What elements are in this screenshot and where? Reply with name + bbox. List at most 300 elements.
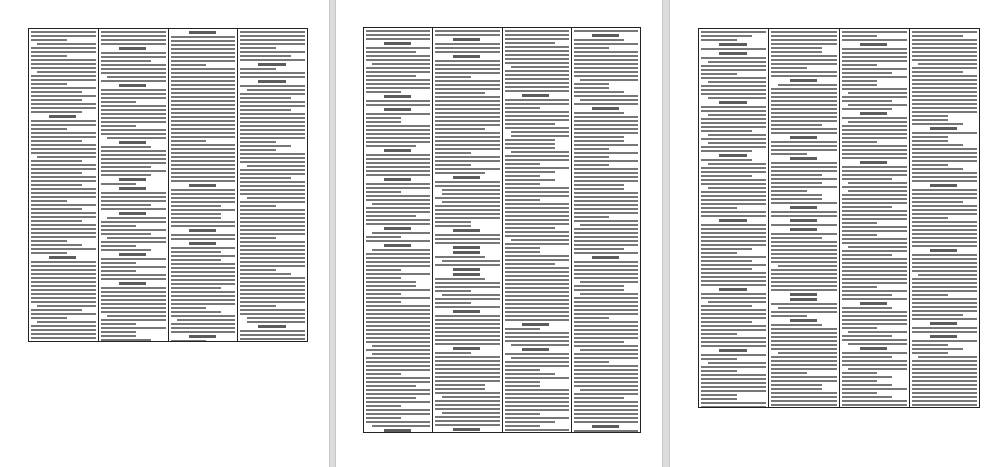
- text-line: [505, 328, 540, 330]
- text-line: [366, 281, 416, 283]
- text-line: [366, 297, 430, 299]
- text-line: [101, 60, 152, 62]
- text-line: [171, 96, 236, 98]
- text-line: [505, 393, 569, 395]
- text-line: [574, 220, 638, 222]
- text-line: [101, 105, 166, 107]
- text-line: [771, 39, 836, 41]
- text-line: [701, 297, 766, 299]
- text-line: [912, 180, 977, 182]
- text-line: [101, 327, 166, 329]
- text-line: [912, 306, 977, 308]
- text-line: [171, 315, 236, 317]
- text-line: [435, 343, 499, 345]
- text-line: [31, 83, 67, 85]
- text-line: [101, 331, 137, 333]
- text-line: [505, 38, 569, 40]
- text-line: [31, 35, 96, 37]
- text-line: [701, 252, 737, 254]
- text-line: [171, 176, 236, 178]
- text-column-2: [433, 28, 502, 432]
- text-line: [574, 103, 638, 105]
- text-line: [842, 52, 907, 54]
- text-line: [848, 121, 907, 123]
- text-line: [171, 100, 236, 102]
- text-line: [505, 409, 569, 411]
- text-line: [701, 69, 766, 71]
- text-line: [790, 293, 817, 296]
- text-line: [701, 268, 752, 270]
- text-line: [701, 110, 766, 112]
- text-line: [505, 119, 569, 121]
- text-line: [842, 278, 907, 280]
- text-line: [171, 156, 236, 158]
- text-line: [366, 215, 416, 217]
- text-line: [101, 319, 166, 321]
- column-frame: [698, 28, 980, 408]
- text-line: [171, 52, 236, 54]
- text-line: [912, 282, 977, 284]
- text-line: [574, 317, 609, 319]
- column-frame: [363, 27, 641, 433]
- text-line: [574, 67, 638, 69]
- text-line: [505, 247, 540, 249]
- text-line: [842, 270, 907, 272]
- text-line: [574, 240, 638, 242]
- text-line: [505, 417, 569, 419]
- text-line: [101, 307, 166, 309]
- text-line: [574, 333, 638, 335]
- text-line: [171, 267, 236, 269]
- text-line: [701, 333, 737, 335]
- text-line: [366, 125, 430, 127]
- text-line: [505, 179, 555, 181]
- text-line: [708, 362, 767, 364]
- text-line: [171, 40, 236, 42]
- text-line: [366, 277, 401, 279]
- text-line: [574, 75, 638, 77]
- text-line: [912, 229, 977, 231]
- text-line: [366, 174, 430, 176]
- text-line: [101, 183, 137, 185]
- text-line: [912, 318, 977, 320]
- text-line: [701, 73, 737, 75]
- text-line: [574, 184, 624, 186]
- text-line: [31, 148, 96, 150]
- text-line: [574, 373, 638, 375]
- text-line: [912, 83, 977, 85]
- text-line: [574, 188, 624, 190]
- text-line: [912, 266, 977, 268]
- text-line: [101, 196, 166, 198]
- text-line: [505, 215, 569, 217]
- text-line: [701, 171, 766, 173]
- text-line: [435, 100, 499, 102]
- text-line: [912, 152, 977, 154]
- text-line: [574, 285, 624, 287]
- text-line: [842, 286, 878, 288]
- text-line: [574, 365, 638, 367]
- text-line: [860, 43, 887, 46]
- text-line: [171, 209, 236, 211]
- text-line: [842, 88, 907, 90]
- text-line: [189, 335, 216, 338]
- text-line: [842, 141, 878, 143]
- text-line: [848, 92, 907, 94]
- text-line: [574, 176, 638, 178]
- text-line: [171, 144, 236, 146]
- text-line: [701, 89, 766, 91]
- text-line: [366, 365, 430, 367]
- text-line: [31, 224, 96, 226]
- text-line: [31, 212, 96, 214]
- text-line: [171, 299, 236, 301]
- text-line: [842, 400, 907, 402]
- text-line: [31, 329, 96, 331]
- text-line: [101, 162, 166, 164]
- text-line: [701, 159, 752, 161]
- text-line: [240, 181, 305, 183]
- text-line: [771, 153, 807, 155]
- text-line: [372, 63, 430, 65]
- text-line: [101, 258, 166, 260]
- text-line: [771, 233, 836, 235]
- text-line: [771, 277, 836, 279]
- text-line: [366, 71, 430, 73]
- text-line: [505, 299, 569, 301]
- text-line: [574, 43, 638, 45]
- text-line: [171, 247, 236, 249]
- text-line: [842, 145, 907, 147]
- text-line: [574, 232, 638, 234]
- text-line: [366, 207, 430, 209]
- text-line: [31, 164, 96, 166]
- text-line: [177, 319, 235, 321]
- text-line: [912, 197, 977, 199]
- text-column-4: [572, 28, 640, 432]
- text-line: [435, 298, 499, 300]
- text-line: [240, 93, 305, 95]
- text-line: [842, 133, 907, 135]
- text-line: [366, 51, 416, 53]
- text-line: [435, 356, 499, 358]
- text-line: [912, 164, 948, 166]
- text-line: [435, 380, 499, 382]
- text-line: [505, 425, 540, 427]
- text-line: [505, 143, 555, 145]
- text-line: [701, 354, 766, 356]
- text-line: [574, 345, 638, 347]
- text-line: [574, 196, 638, 198]
- text-line: [912, 35, 963, 37]
- text-line: [435, 144, 499, 146]
- text-line: [912, 176, 977, 178]
- text-line: [701, 341, 766, 343]
- text-line: [366, 34, 430, 36]
- text-line: [505, 30, 569, 32]
- text-line: [171, 340, 207, 341]
- text-line: [240, 289, 305, 291]
- text-line: [435, 34, 499, 36]
- text-line: [366, 236, 401, 238]
- text-line: [574, 51, 638, 53]
- text-line: [119, 47, 146, 50]
- text-line: [701, 175, 752, 177]
- text-line: [366, 100, 430, 102]
- text-line: [31, 269, 96, 271]
- text-line: [31, 289, 96, 291]
- text-line: [101, 311, 166, 313]
- text-line: [366, 183, 430, 185]
- text-line: [701, 345, 766, 347]
- text-line: [842, 76, 907, 78]
- text-line: [435, 364, 499, 366]
- text-line: [912, 172, 977, 174]
- text-line: [435, 408, 499, 410]
- text-line: [366, 361, 430, 363]
- text-line: [912, 123, 963, 125]
- text-line: [101, 56, 166, 58]
- text-line: [366, 261, 430, 263]
- text-line: [435, 185, 499, 187]
- text-line: [366, 104, 430, 106]
- text-line: [435, 72, 499, 74]
- text-line: [171, 152, 236, 154]
- text-line: [771, 47, 822, 49]
- text-line: [842, 149, 907, 151]
- text-line: [842, 298, 907, 300]
- text-line: [171, 213, 222, 215]
- text-line: [171, 140, 207, 142]
- text-line: [366, 137, 430, 139]
- text-column-1: [699, 29, 769, 407]
- text-line: [912, 258, 977, 260]
- text-line: [240, 233, 305, 235]
- text-line: [842, 352, 907, 354]
- text-line: [366, 162, 430, 164]
- text-line: [171, 124, 236, 126]
- text-line: [435, 335, 499, 337]
- text-line: [701, 195, 766, 197]
- text-line: [574, 144, 638, 146]
- text-line: [171, 108, 236, 110]
- text-line: [101, 97, 166, 99]
- text-line: [31, 293, 96, 295]
- text-line: [366, 341, 430, 343]
- text-line: [435, 213, 499, 215]
- text-line: [842, 194, 907, 196]
- text-line: [435, 112, 499, 114]
- text-line: [701, 39, 737, 41]
- text-line: [505, 123, 555, 125]
- text-line: [719, 349, 746, 352]
- text-line: [771, 241, 836, 243]
- text-line: [701, 138, 766, 140]
- text-line: [31, 55, 67, 57]
- text-line: [31, 184, 82, 186]
- text-line: [101, 274, 166, 276]
- text-line: [505, 199, 540, 201]
- text-line: [771, 202, 836, 204]
- text-line: [574, 156, 609, 158]
- text-line: [37, 71, 95, 73]
- text-line: [701, 276, 766, 278]
- text-line: [505, 42, 555, 44]
- text-line: [771, 145, 836, 147]
- text-line: [848, 182, 907, 184]
- text-line: [31, 188, 96, 190]
- text-line: [435, 376, 499, 378]
- text-line: [366, 166, 430, 168]
- text-line: [435, 197, 499, 199]
- text-line: [912, 262, 977, 264]
- text-line: [171, 180, 236, 182]
- text-line: [701, 264, 766, 266]
- text-line: [435, 319, 499, 321]
- text-line: [366, 413, 430, 415]
- text-line: [771, 245, 836, 247]
- text-line: [912, 103, 977, 105]
- text-line: [171, 88, 236, 90]
- text-line: [912, 278, 977, 280]
- text-line: [771, 303, 836, 305]
- text-line: [912, 233, 977, 235]
- text-column-4: [238, 29, 307, 341]
- text-line: [101, 339, 152, 341]
- text-line: [240, 97, 291, 99]
- text-line: [505, 147, 555, 149]
- text-line: [366, 133, 430, 135]
- text-line: [435, 256, 485, 258]
- text-line: [366, 381, 430, 383]
- text-line: [771, 384, 822, 386]
- text-line: [701, 150, 752, 152]
- text-line: [912, 156, 977, 158]
- text-line: [171, 36, 236, 38]
- text-line: [912, 331, 977, 333]
- text-line: [453, 55, 480, 58]
- text-line: [701, 337, 766, 339]
- text-line: [240, 241, 305, 243]
- text-line: [842, 372, 878, 374]
- text-line: [505, 405, 569, 407]
- text-line: [505, 429, 569, 431]
- text-line: [912, 140, 948, 142]
- text-line: [505, 139, 555, 141]
- text-line: [701, 370, 737, 372]
- text-line: [505, 279, 569, 281]
- text-line: [442, 294, 500, 296]
- text-line: [171, 92, 236, 94]
- text-line: [31, 200, 67, 202]
- text-line: [31, 277, 96, 279]
- text-line: [171, 238, 236, 240]
- text-line: [366, 397, 416, 399]
- text-line: [701, 325, 766, 327]
- text-line: [31, 192, 96, 194]
- text-line: [842, 262, 907, 264]
- text-line: [435, 116, 499, 118]
- text-line: [842, 214, 907, 216]
- text-line: [240, 277, 305, 279]
- text-line: [107, 217, 165, 219]
- text-line: [372, 232, 430, 234]
- text-line: [842, 117, 907, 119]
- text-line: [842, 392, 878, 394]
- text-line: [171, 217, 222, 219]
- text-line: [37, 43, 95, 45]
- text-line: [240, 293, 305, 295]
- text-line: [171, 80, 236, 82]
- text-line: [101, 233, 152, 235]
- text-line: [771, 100, 836, 102]
- text-line: [31, 95, 96, 97]
- text-line: [771, 162, 836, 164]
- text-line: [701, 390, 766, 392]
- text-line: [912, 107, 977, 109]
- text-line: [101, 93, 166, 95]
- text-line: [580, 79, 638, 81]
- text-line: [574, 200, 638, 202]
- text-line: [101, 52, 166, 54]
- text-line: [771, 368, 836, 370]
- text-line: [435, 420, 499, 422]
- text-line: [31, 99, 82, 101]
- text-line: [372, 353, 430, 355]
- text-line: [171, 275, 236, 277]
- text-line: [240, 193, 305, 195]
- text-line: [31, 107, 96, 109]
- text-line: [842, 137, 907, 139]
- text-line: [31, 228, 96, 230]
- text-line: [771, 124, 822, 126]
- text-line: [101, 72, 166, 74]
- text-line: [701, 126, 766, 128]
- text-line: [912, 59, 977, 61]
- text-line: [842, 254, 893, 256]
- text-line: [171, 68, 236, 70]
- text-line: [701, 358, 737, 360]
- text-line: [435, 360, 499, 362]
- text-line: [505, 187, 569, 189]
- text-line: [240, 217, 305, 219]
- text-line: [505, 332, 569, 334]
- text-line: [701, 65, 766, 67]
- text-line: [771, 273, 836, 275]
- text-line: [701, 48, 766, 50]
- text-line: [574, 136, 624, 138]
- text-line: [366, 113, 430, 115]
- text-line: [918, 356, 977, 358]
- text-line: [171, 56, 236, 58]
- text-line: [435, 217, 499, 219]
- text-line: [366, 38, 430, 40]
- text-line: [119, 282, 146, 285]
- text-line: [580, 281, 638, 283]
- text-line: [101, 154, 166, 156]
- text-line: [701, 374, 766, 376]
- text-line: [505, 267, 569, 269]
- text-line: [119, 84, 146, 87]
- text-line: [574, 128, 638, 130]
- text-line: [708, 187, 767, 189]
- text-line: [101, 150, 166, 152]
- text-line: [101, 89, 166, 91]
- text-line: [505, 340, 569, 342]
- text-line: [719, 219, 746, 222]
- text-line: [505, 50, 569, 52]
- text-line: [366, 211, 430, 213]
